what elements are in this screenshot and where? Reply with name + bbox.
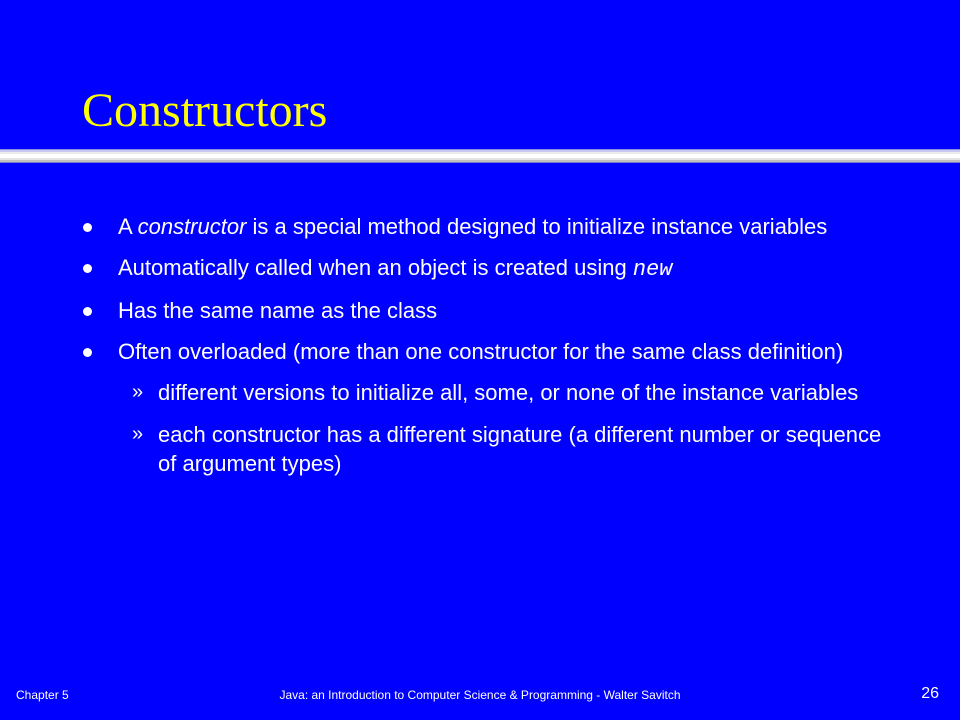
- bullet-dot-icon: [83, 223, 92, 232]
- bullet-text: Has the same name as the class: [118, 298, 438, 323]
- bullet-dot-icon: [83, 307, 92, 316]
- subbullet-marker: »: [132, 423, 144, 445]
- footer-course-title: Java: an Introduction to Computer Science & Programming - Walter Savitch: [279, 688, 681, 702]
- subbullet-item-versions: [82, 378, 882, 407]
- bullet-item-auto-called: [82, 253, 882, 284]
- subbullet-marker: »: [132, 381, 144, 403]
- code-keyword: new: [632, 257, 673, 282]
- bullet-list: [82, 212, 882, 491]
- bullet-item-overloaded: [82, 337, 882, 366]
- bullet-dot-icon: [83, 264, 92, 273]
- bullet-dot-icon: [83, 348, 92, 357]
- footer-chapter: Chapter 5: [16, 688, 69, 702]
- bullet-text-suffix: is a special method designed to initialize instance variables: [246, 214, 828, 239]
- bullet-item-same-name: [82, 296, 882, 325]
- bullet-text: Often overloaded (more than one constructor for the same class definition): [118, 339, 844, 364]
- bullet-text: Automatically called when an object is created using: [118, 255, 633, 280]
- subbullet-item-signature: [82, 420, 882, 478]
- subbullet-text: different versions to initialize all, some, or none of the instance variables: [158, 380, 859, 405]
- slide-title: Constructors: [82, 84, 328, 137]
- bullet-item-constructor-definition: [82, 212, 882, 241]
- page-number: 26: [921, 685, 939, 702]
- subbullet-text: each constructor has a different signature (a different number or sequence of argument types): [158, 422, 882, 476]
- bullet-text-prefix: A: [118, 214, 138, 239]
- emphasis-term: constructor: [137, 214, 247, 239]
- title-divider: [0, 149, 960, 165]
